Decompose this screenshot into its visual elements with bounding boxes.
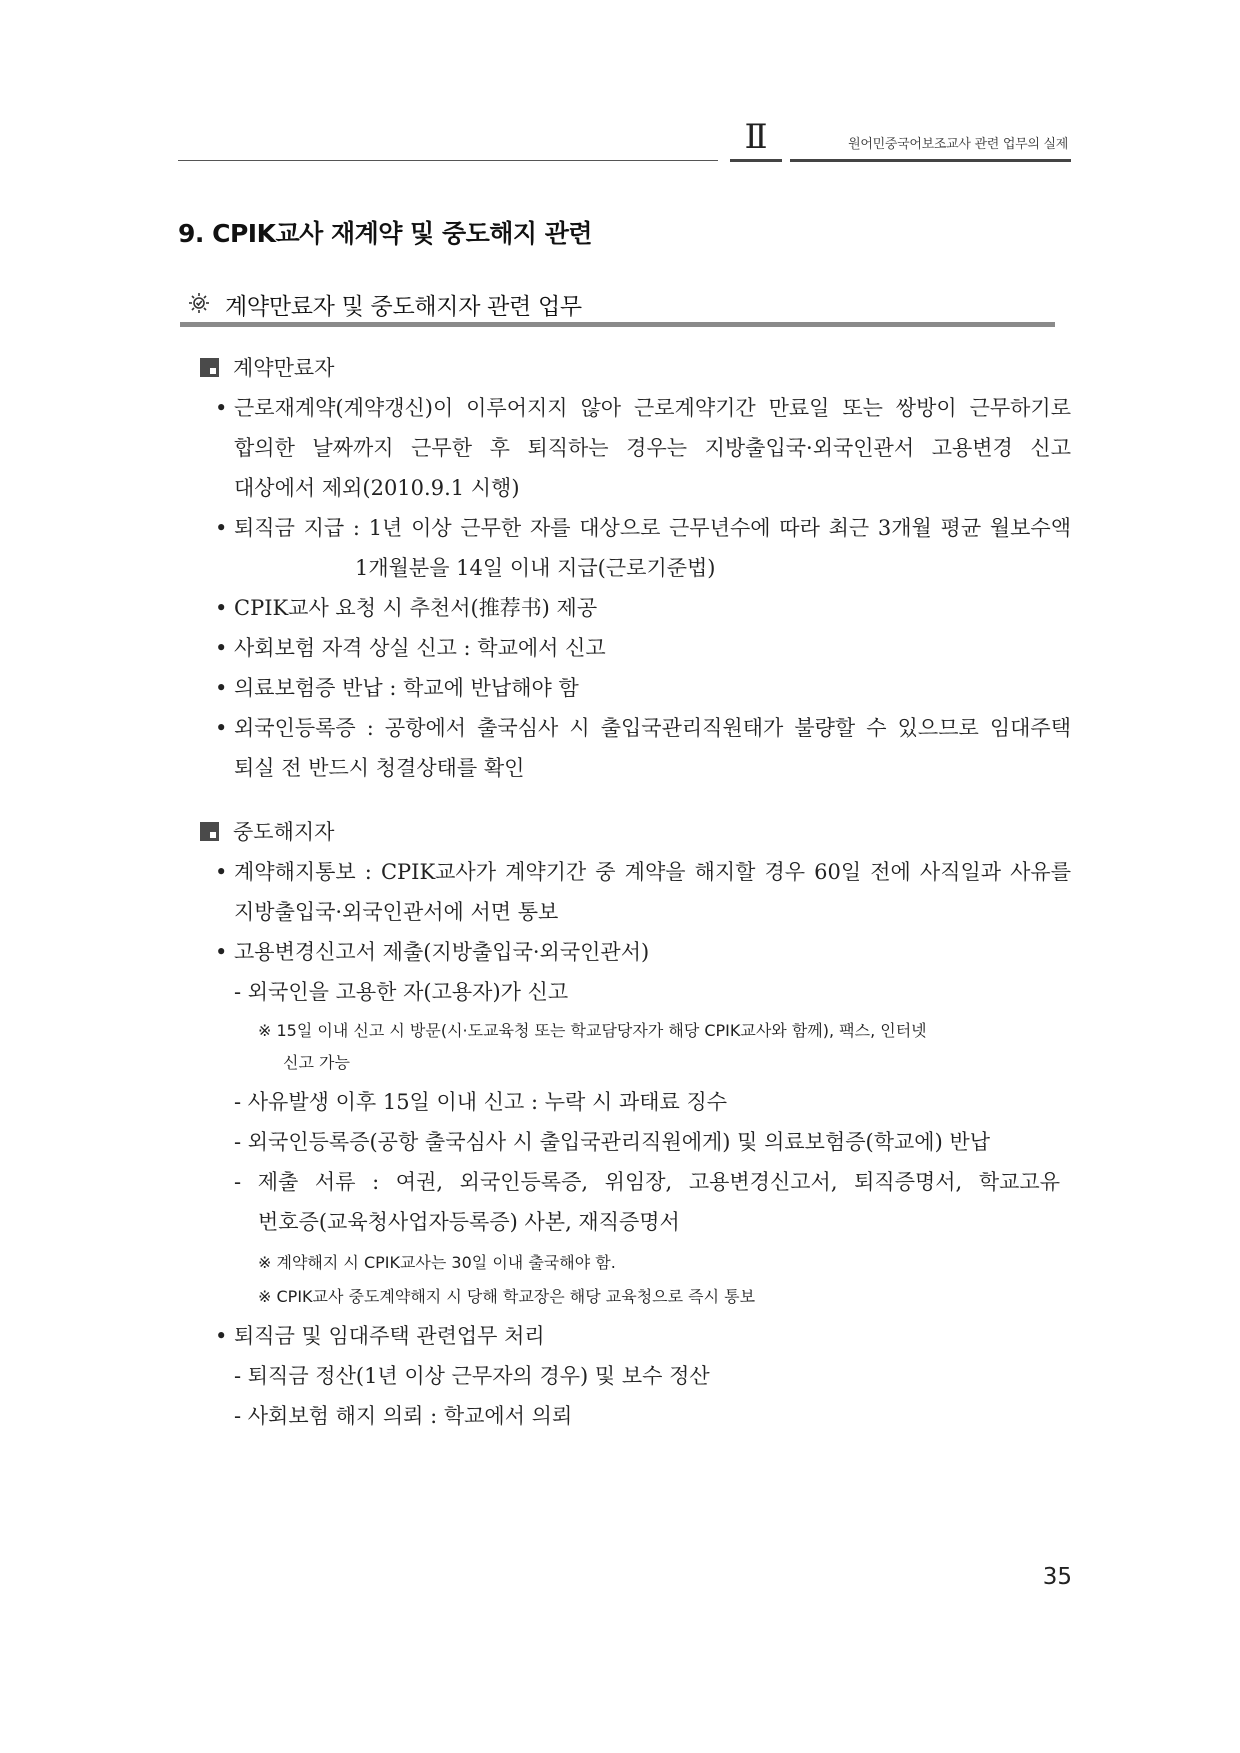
- note-line: 신고 가능: [283, 1053, 350, 1072]
- dash-item: - 사회보험 해지 의뢰 : 학교에서 의뢰: [234, 1404, 573, 1428]
- bullet-icon: •: [215, 940, 228, 964]
- running-header: [178, 118, 1071, 168]
- square-bullet-icon: [200, 358, 219, 377]
- page-number: 35: [1042, 1564, 1072, 1590]
- paragraph-line: CPIK교사 요청 시 추천서(推荐书) 제공: [234, 596, 598, 620]
- note-line: ※ 계약해지 시 CPIK교사는 30일 이내 출국해야 함.: [258, 1253, 616, 1272]
- paragraph-line: 대상에서 제외(2010.9.1 시행): [234, 476, 520, 500]
- paragraph-line: 퇴실 전 반드시 청결상태를 확인: [234, 756, 525, 780]
- paragraph-line: 계약해지통보 : CPIK교사가 계약기간 중 계약을 해지할 경우 60일 전에 사직일과 사유를: [234, 860, 1071, 884]
- dash-item: 번호증(교육청사업자등록증) 사본, 재직증명서: [258, 1210, 680, 1234]
- paragraph-line: 퇴직금 지급 : 1년 이상 근무한 자를 대상으로 근무년수에 따라 최근 3개월 평균 월보수액: [234, 516, 1071, 540]
- bullet-icon: •: [215, 716, 228, 740]
- running-title: 원어민중국어보조교사 관련 업무의 실제: [848, 137, 1068, 152]
- paragraph-line: 퇴직금 및 임대주택 관련업무 처리: [234, 1324, 545, 1348]
- bullet-icon: •: [215, 1324, 228, 1348]
- bullet-icon: •: [215, 516, 228, 540]
- bullet-icon: •: [215, 676, 228, 700]
- dash-item: - 사유발생 이후 15일 이내 신고 : 누락 시 과태료 징수: [234, 1090, 728, 1114]
- bullet-icon: •: [215, 860, 228, 884]
- dash-item: - 외국인등록증(공항 출국심사 시 출입국관리직원에게) 및 의료보험증(학교에) 반납: [234, 1130, 991, 1154]
- paragraph-line: 지방출입국·외국인관서에 서면 통보: [234, 900, 559, 924]
- chapter-number: Ⅱ: [744, 119, 768, 156]
- paragraph-line: 근로재계약(계약갱신)이 이루어지지 않아 근로계약기간 만료일 또는 쌍방이 근무하기로: [234, 396, 1071, 420]
- subsection-title: 계약만료자 및 중도해지자 관련 업무: [225, 294, 582, 320]
- dash-item: - 외국인을 고용한 자(고용자)가 신고: [234, 980, 569, 1004]
- header-rule-right: [790, 159, 1071, 162]
- sun-icon: [188, 292, 210, 314]
- note-line: ※ 15일 이내 신고 시 방문(시·도교육청 또는 학교담당자가 해당 CPIK교사와 함께), 팩스, 인터넷: [258, 1021, 927, 1040]
- chapter-number-underline: [730, 159, 782, 162]
- block-heading-label: 계약만료자: [233, 356, 335, 380]
- dash-item: - 퇴직금 정산(1년 이상 근무자의 경우) 및 보수 정산: [234, 1364, 710, 1388]
- paragraph-line: 사회보험 자격 상실 신고 : 학교에서 신고: [234, 636, 606, 660]
- subsection-heading: [180, 288, 1055, 328]
- paragraph-line: 1개월분을 14일 이내 지급(근로기준법): [355, 556, 716, 580]
- header-rule-left: [178, 160, 718, 161]
- dash-item: - 제출 서류 : 여권, 외국인등록증, 위임장, 고용변경신고서, 퇴직증명서, 학교고유: [234, 1170, 1060, 1194]
- square-bullet-icon: [200, 822, 219, 841]
- note-line: ※ CPIK교사 중도계약해지 시 당해 학교장은 해당 교육청으로 즉시 통보: [258, 1287, 756, 1306]
- subsection-rule: [180, 322, 1055, 327]
- block-heading-label: 중도해지자: [233, 820, 335, 844]
- block-heading-terminated: [200, 816, 334, 846]
- bullet-icon: •: [215, 596, 228, 620]
- paragraph-line: 합의한 날짜까지 근무한 후 퇴직하는 경우는 지방출입국·외국인관서 고용변경 신고: [234, 436, 1071, 460]
- bullet-icon: •: [215, 636, 228, 660]
- section-title: 9. CPIK교사 재계약 및 중도해지 관련: [178, 219, 593, 248]
- bullet-icon: •: [215, 396, 228, 420]
- block-heading-expired: [200, 352, 334, 382]
- paragraph-line: 외국인등록증 : 공항에서 출국심사 시 출입국관리직원태가 불량할 수 있으므로 임대주택: [234, 716, 1071, 740]
- paragraph-line: 고용변경신고서 제출(지방출입국·외국인관서): [234, 940, 650, 964]
- paragraph-line: 의료보험증 반납 : 학교에 반납해야 함: [234, 676, 579, 700]
